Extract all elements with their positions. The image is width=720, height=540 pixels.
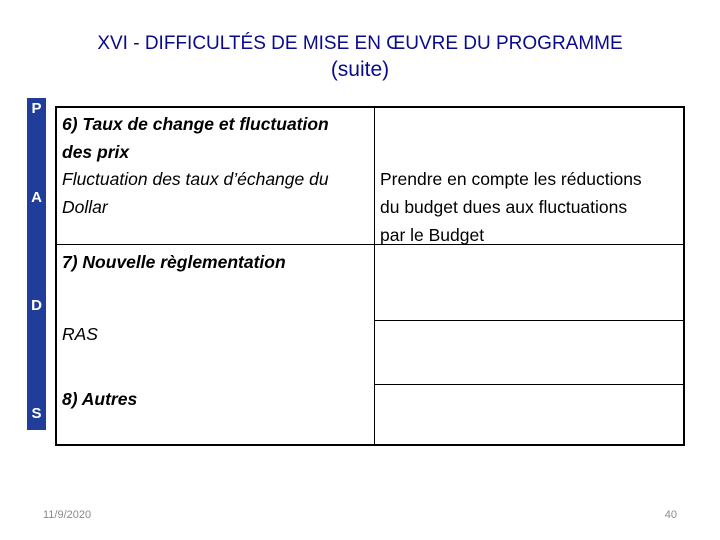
section6-heading-line2: des prix <box>62 142 130 162</box>
section6-heading-line1: 6) Taux de change et fluctuation <box>62 114 329 134</box>
sidebar-letter-s: S <box>31 405 42 422</box>
section6-response-line1: Prendre en compte les réductions <box>380 169 642 189</box>
section8-heading: 8) Autres <box>62 389 138 409</box>
sidebar-letter-p: P <box>31 100 42 117</box>
row-divider <box>374 320 683 321</box>
sidebar-letter-a: A <box>31 189 42 206</box>
sidebar-letter-d: D <box>31 297 42 314</box>
footer-page-number: 40 <box>664 509 677 521</box>
footer-date: 11/9/2020 <box>43 509 92 521</box>
section6-response-line3: par le Budget <box>380 225 485 245</box>
column-divider <box>374 108 375 444</box>
row-divider <box>374 384 683 385</box>
slide-subtitle: (suite) <box>330 58 390 81</box>
pads-sidebar <box>27 98 46 430</box>
slide-title: XVI - DIFFICULTÉS DE MISE EN ŒUVRE DU PROGRAMME <box>97 33 623 54</box>
row-divider <box>57 244 683 245</box>
section6-item-line1: Fluctuation des taux d’échange du <box>62 169 329 189</box>
difficulties-table <box>55 106 685 446</box>
section7-heading: 7) Nouvelle règlementation <box>62 252 286 272</box>
section6-response-line2: du budget dues aux fluctuations <box>380 197 628 217</box>
section6-item-line2: Dollar <box>62 197 108 217</box>
section7-item: RAS <box>62 324 98 344</box>
